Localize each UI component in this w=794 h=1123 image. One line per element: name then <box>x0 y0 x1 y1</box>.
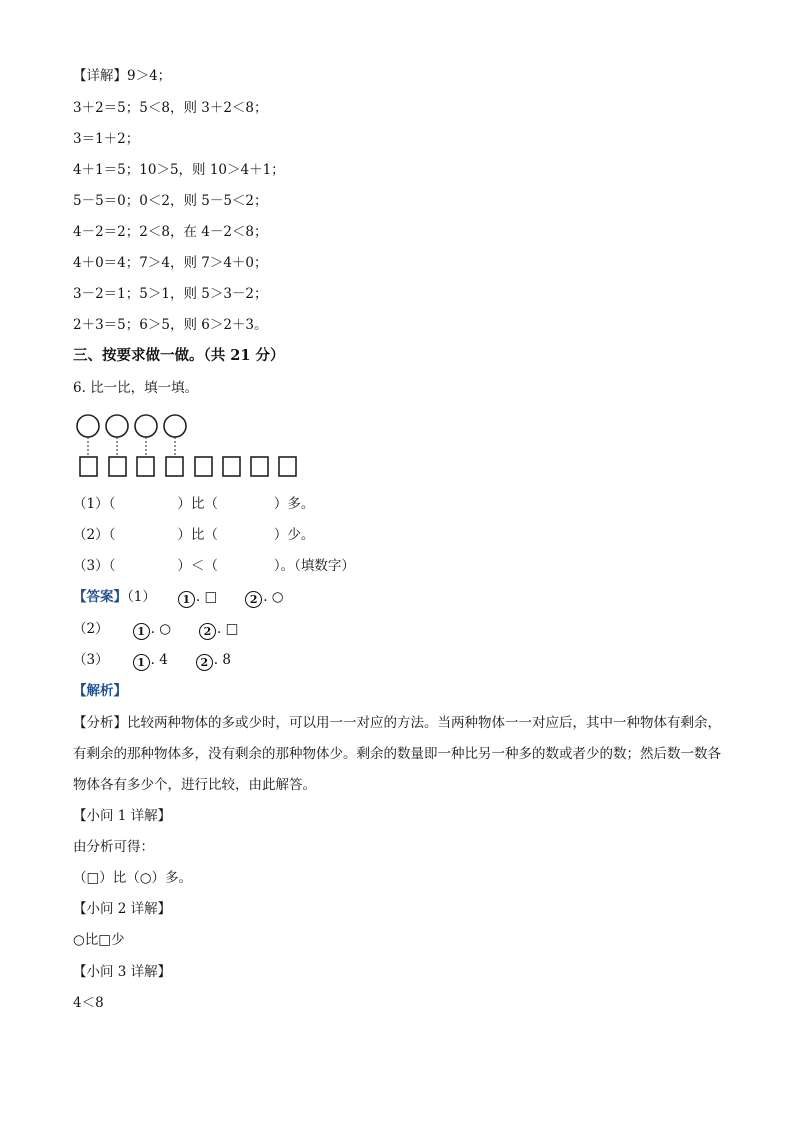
figure-circle <box>135 415 157 437</box>
question-prompt <box>73 378 198 398</box>
part-mid: ）＜（ <box>177 558 218 574</box>
sub3-line: 4＜8 <box>73 995 104 1011</box>
part-end: ）少。 <box>273 527 315 543</box>
answer-row: 【答案】（1） 1 . □ 2 . ○ <box>73 589 284 606</box>
sub2-line: ○比□少 <box>73 932 125 948</box>
figure-circle <box>164 415 186 437</box>
figure-square <box>223 457 240 476</box>
sub3-label: 【小问 3 详解】 <box>73 964 172 980</box>
detail-line: 4＋1＝5；10＞5，则 10＞4＋1； <box>73 162 285 178</box>
section-title: 三、按要求做一做。（共 21 分） <box>73 347 285 364</box>
part-end: ）多。 <box>273 496 315 512</box>
detail-line: 3＝1＋2； <box>73 131 140 147</box>
circled-number-icon: 1 <box>133 623 150 640</box>
analysis-paragraph <box>73 708 733 801</box>
figure-square <box>166 457 183 476</box>
figure-circle <box>106 415 128 437</box>
detail-first: 9＞4； <box>127 68 172 84</box>
figure-square <box>80 457 97 476</box>
answer-index: （3） <box>73 652 109 668</box>
detail-line: 4－2＝2；2＜8，在 4－2＜8； <box>73 224 268 240</box>
question-part <box>73 525 314 545</box>
figure-square <box>251 457 268 476</box>
sub1-label: 【小问 1 详解】 <box>73 808 172 824</box>
figure-square <box>137 457 154 476</box>
answer-index: （1） <box>127 589 156 605</box>
question-number: 6. <box>73 380 86 396</box>
question-text: 比一比，填一填。 <box>90 380 199 396</box>
figure-circle <box>77 415 99 437</box>
question-part <box>73 556 355 576</box>
part-index: （1）（ <box>73 496 116 512</box>
question-part <box>73 494 314 514</box>
sub1-line: 由分析可得： <box>73 839 154 855</box>
analysis-label: 【解析】 <box>73 683 127 699</box>
detail-line: 4＋0＝4；7＞4，则 7＞4＋0； <box>73 255 268 271</box>
fenxi-label: 【分析】 <box>73 715 127 731</box>
detail-line: 2＋3＝5；6＞5，则 6＞2＋3。 <box>73 317 268 333</box>
answer-row: （2） 1 . ○ 2 . □ <box>73 621 239 638</box>
circled-number-icon: 2 <box>199 623 216 640</box>
sub1-line: （□）比（○）多。 <box>73 870 193 886</box>
answer-value: □ <box>204 589 218 605</box>
circled-number-icon: 1 <box>178 591 195 608</box>
part-end: ）。（填数字） <box>273 558 355 574</box>
circle-square-figure <box>74 411 304 481</box>
fenxi-text: 比较两种物体的多或少时，可以用一一对应的方法。当两种物体一一对应后，其中一种物体有剩余，有剩余的那种物体多，没有剩余的那种物体少。剩余的数量即一种比另一种多的数或者少的数；然后数一数各物体各有多少个，进行比较，由此解答。 <box>73 715 721 793</box>
answer-value: □ <box>225 621 239 637</box>
answer-value: 8 <box>222 652 231 668</box>
figure-square <box>109 457 126 476</box>
answer-index: （2） <box>73 621 109 637</box>
answer-value: ○ <box>271 589 284 605</box>
detail-line: 5－5＝0；0＜2，则 5－5＜2； <box>73 193 268 209</box>
sub2-label: 【小问 2 详解】 <box>73 901 172 917</box>
circled-number-icon: 2 <box>196 654 213 671</box>
figure-square <box>279 457 296 476</box>
part-mid: ）比（ <box>177 496 218 512</box>
detail-line: 3＋2＝5；5＜8，则 3＋2＜8； <box>73 100 268 116</box>
part-index: （3）（ <box>73 558 116 574</box>
part-index: （2）（ <box>73 527 116 543</box>
figure-square <box>195 457 212 476</box>
detail-label: 【详解】 <box>73 68 127 84</box>
answer-label: 【答案】 <box>73 589 127 605</box>
circled-number-icon: 2 <box>245 591 262 608</box>
answer-value: ○ <box>159 621 171 637</box>
detail-first-line <box>73 66 171 86</box>
circled-number-icon: 1 <box>133 654 150 671</box>
detail-line: 3－2＝1；5＞1，则 5＞3－2； <box>73 286 268 302</box>
answer-value: 4 <box>159 652 168 668</box>
answer-row: （3） 1 . 4 2 . 8 <box>73 652 231 669</box>
part-mid: ）比（ <box>177 527 218 543</box>
